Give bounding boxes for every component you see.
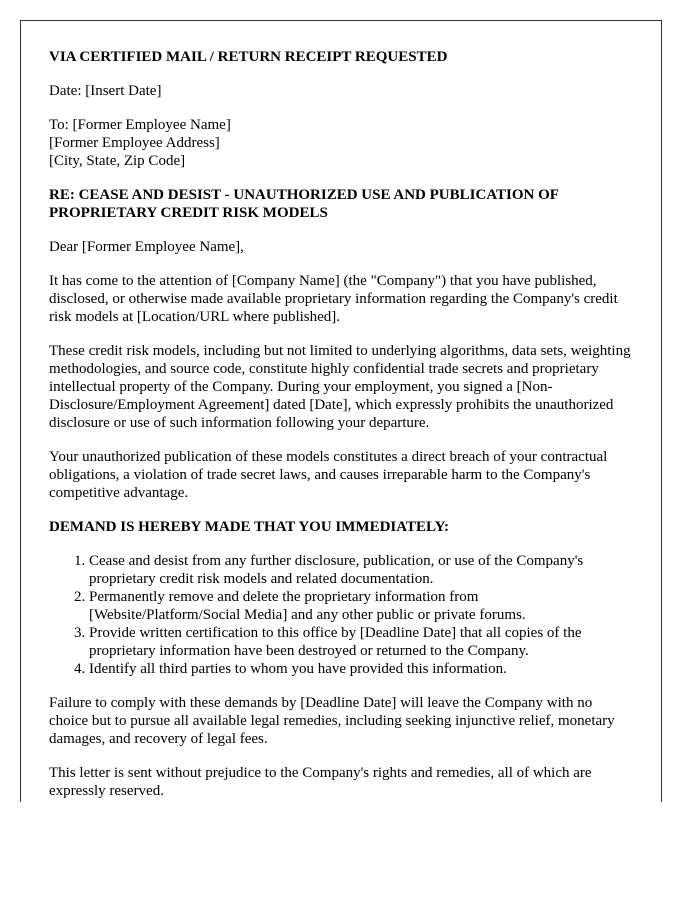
demand-item: 1. Cease and desist from any further disclosure, publication, or use of the Company's proprietary credit risk models and related documentation. bbox=[89, 552, 632, 588]
body-paragraph: These credit risk models, including but not limited to underlying algorithms, data sets, weighting methodologies, and source code, constitute highly confidential trade secrets and proprietary intellectual property of the Company. During your employment, you signed a [Non-Disclosure/Employment Agreement] dated [Date], which expressly prohibits the unauthorized disclosure or use of such information following your departure. bbox=[49, 343, 631, 431]
subject-line: RE: CEASE AND DESIST - UNAUTHORIZED USE AND PUBLICATION OF PROPRIETARY CREDIT RISK MODELS bbox=[49, 187, 559, 221]
letter-document bbox=[20, 20, 662, 802]
closing-paragraph: Failure to comply with these demands by [Deadline Date] will leave the Company with no choice but to pursue all available legal remedies, including seeking injunctive relief, monetary damages, and recovery of legal fees. bbox=[49, 695, 615, 747]
demand-list bbox=[49, 552, 632, 678]
recipient-name: To: [Former Employee Name] bbox=[49, 117, 231, 133]
body-paragraph: Your unauthorized publication of these models constitutes a direct breach of your contractual obligations, a violation of trade secret laws, and causes irreparable harm to the Company's competitive advantage. bbox=[49, 449, 608, 501]
demand-item: 3. Provide written certification to this office by [Deadline Date] that all copies of the proprietary information have been destroyed or returned to the Company. bbox=[89, 624, 632, 660]
salutation: Dear [Former Employee Name], bbox=[49, 239, 244, 255]
demand-item: 4. Identify all third parties to whom you have provided this information. bbox=[89, 660, 632, 678]
closing-paragraph: This letter is sent without prejudice to the Company's rights and remedies, all of which are expressly reserved. bbox=[49, 765, 592, 799]
recipient-address bbox=[49, 116, 632, 170]
delivery-method-header: VIA CERTIFIED MAIL / RETURN RECEIPT REQUESTED bbox=[49, 49, 448, 65]
recipient-city: [City, State, Zip Code] bbox=[49, 153, 186, 169]
body-paragraph: It has come to the attention of [Company Name] (the "Company") that you have published, disclosed, or otherwise made available proprietary information regarding the Company's credit risk models at [Location/URL where published]. bbox=[49, 273, 618, 325]
demand-heading: DEMAND IS HEREBY MADE THAT YOU IMMEDIATELY: bbox=[49, 519, 450, 535]
recipient-street: [Former Employee Address] bbox=[49, 135, 220, 151]
date-line: Date: [Insert Date] bbox=[49, 83, 162, 99]
demand-item: 2. Permanently remove and delete the proprietary information from [Website/Platform/Social Media] and any other public or private forums. bbox=[89, 588, 632, 624]
